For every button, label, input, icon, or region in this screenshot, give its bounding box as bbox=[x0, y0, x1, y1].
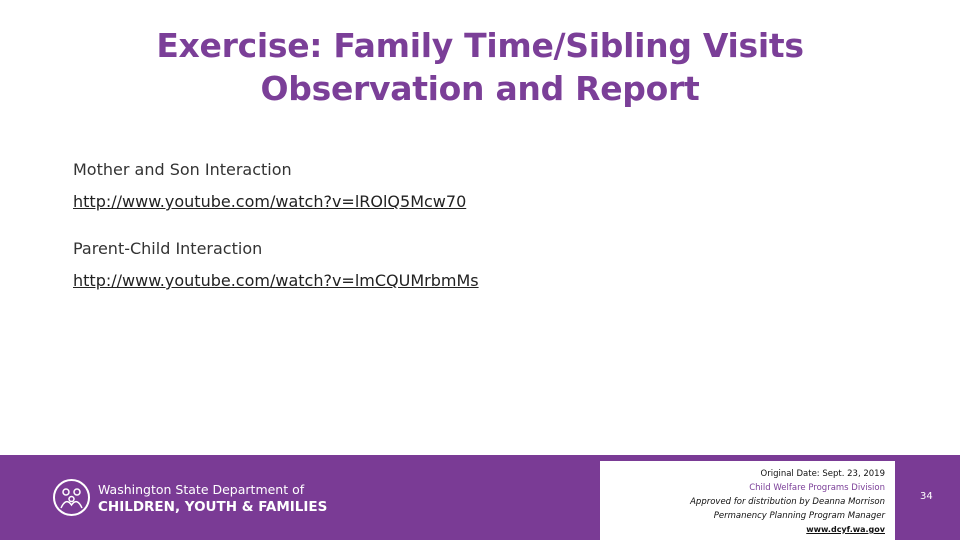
slide-title-line-1: Exercise: Family Time/Sibling Visits bbox=[156, 26, 804, 65]
program-manager: Permanency Planning Program Manager bbox=[713, 511, 885, 521]
page-number: 34 bbox=[920, 491, 933, 502]
footer-bar bbox=[0, 455, 960, 540]
dcyf-family-logo-icon bbox=[53, 479, 90, 516]
website-link[interactable]: www.dcyf.wa.gov bbox=[806, 525, 885, 534]
dcyf-logo bbox=[53, 475, 328, 521]
video-link-parent-child[interactable]: http://www.youtube.com/watch?v=lmCQUMrbmMs bbox=[73, 271, 479, 290]
item-label-parent-child: Parent-Child Interaction bbox=[73, 239, 263, 258]
document-info-box bbox=[600, 461, 895, 540]
item-label-mother-son: Mother and Son Interaction bbox=[73, 160, 292, 179]
division-name: Child Welfare Programs Division bbox=[749, 483, 885, 493]
slide-title bbox=[60, 24, 900, 110]
approved-by: Approved for distribution by Deanna Morrison bbox=[690, 497, 885, 507]
video-link-mother-son[interactable]: http://www.youtube.com/watch?v=lROlQ5Mcw70 bbox=[73, 192, 467, 211]
document-info bbox=[690, 467, 885, 537]
original-date: Original Date: Sept. 23, 2019 bbox=[760, 469, 885, 479]
slide-title-line-2: Observation and Report bbox=[260, 69, 700, 108]
logo-department-text: Washington State Department of bbox=[98, 482, 305, 497]
slide-content bbox=[73, 158, 773, 293]
logo-agency-name: CHILDREN, YOUTH & FAMILIES bbox=[98, 499, 328, 515]
